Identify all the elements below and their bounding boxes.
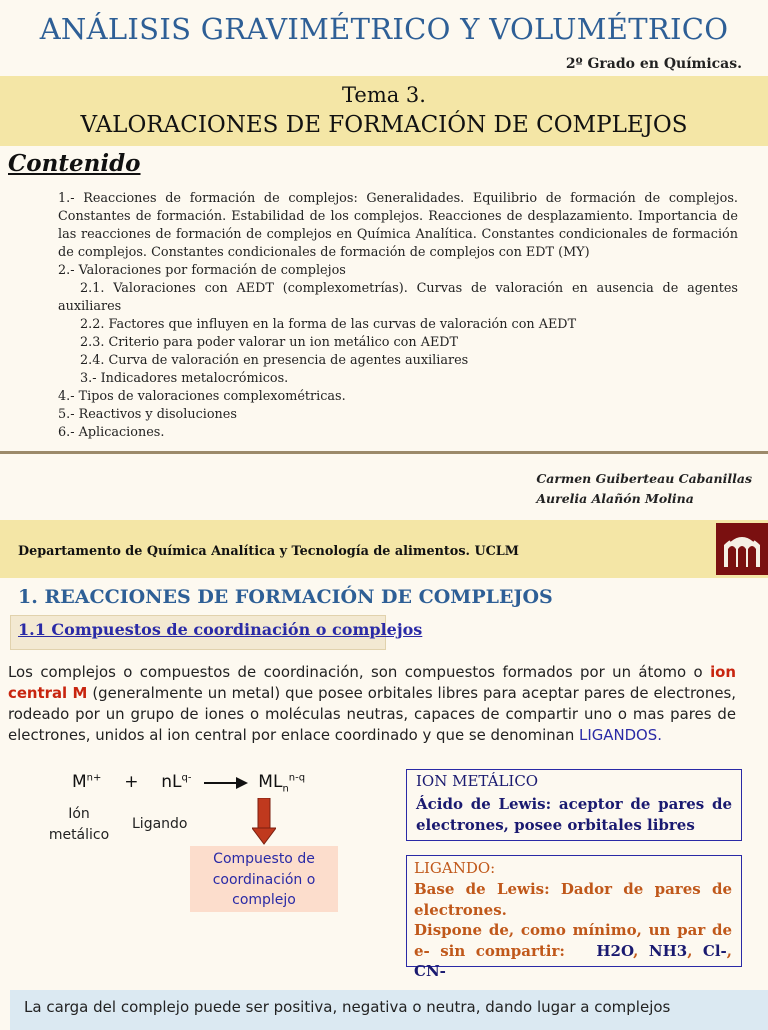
formula-cl: Cl- bbox=[702, 941, 727, 960]
ligand-symbol: nL bbox=[161, 772, 182, 792]
contents-item: 2.1. Valoraciones con AEDT (complexometrías). Curvas de valoración en ausencia de agentes auxiliares bbox=[58, 281, 738, 314]
product-symbol: ML bbox=[258, 772, 283, 792]
ligand-pair-text: Dispone de, como mínimo, un par de e- sin compartir: bbox=[414, 921, 732, 960]
formation-equation bbox=[72, 772, 305, 794]
formula-h2o: H2O bbox=[596, 941, 634, 960]
department-name: Departamento de Química Analítica y Tecnología de alimentos. UCLM bbox=[18, 544, 519, 559]
ligand-charge: q- bbox=[181, 772, 192, 784]
university-logo-icon bbox=[716, 523, 768, 575]
university-logo bbox=[716, 523, 768, 575]
contents-list bbox=[58, 190, 738, 442]
reaction-arrow-icon bbox=[204, 776, 248, 790]
metal-symbol: M bbox=[72, 772, 87, 792]
contents-item: 1.- Reacciones de formación de complejos: Generalidades. Equilibrio de formación de complejos. Constantes de formación. Estabilidad de los complejos. Reacciones de desplazamiento. Importancia de las reacciones de formación de complejos en Química Analítica. Constantes condicionales de formación de complejos. Constantes condicionales de formación de complejos con EDT (MY) bbox=[58, 191, 738, 260]
authors bbox=[536, 469, 752, 509]
formula-cn: CN- bbox=[414, 962, 446, 980]
contents-heading: Contenido bbox=[8, 150, 141, 177]
ligand-lewis-base: Base de Lewis: Dador de pares de electrones. bbox=[414, 880, 732, 919]
product-subscript: n bbox=[282, 783, 289, 795]
product-charge: n-q bbox=[288, 772, 306, 784]
label-ligand: Ligando bbox=[132, 816, 188, 832]
label-metal-ion: Ión metálico bbox=[48, 806, 110, 843]
tema-title: VALORACIONES DE FORMACIÓN DE COMPLEJOS bbox=[80, 112, 688, 138]
metal-charge: n+ bbox=[86, 772, 102, 784]
contents-item: 6.- Aplicaciones. bbox=[58, 425, 165, 440]
intro-text: Los complejos o compuestos de coordinación, son compuestos formados por un átomo o bbox=[8, 663, 711, 681]
section-divider bbox=[0, 451, 768, 454]
intro-paragraph bbox=[8, 662, 736, 746]
down-arrow-icon bbox=[252, 798, 276, 846]
ion-central-highlight: ion central M bbox=[8, 663, 736, 702]
metal-ion-heading: ION METÁLICO bbox=[416, 772, 539, 790]
tema-number: Tema 3. bbox=[342, 83, 426, 107]
ligand-description: Base de Lewis: Dador de pares de electrones. Dispone de, como mínimo, un par de e- sin compartir: H2O, NH3, Cl-, CN- bbox=[414, 880, 733, 980]
metal-ion-description: Ácido de Lewis: aceptor de pares de electrones, posee orbitales libres bbox=[416, 795, 732, 834]
contents-item: 2.3. Criterio para poder valorar un ion metálico con AEDT bbox=[80, 335, 459, 350]
formula-nh3: NH3 bbox=[648, 941, 688, 960]
charge-note-text: La carga del complejo puede ser positiva, negativa o neutra, dando lugar a complejos bbox=[24, 998, 671, 1016]
subsection-title: 1.1 Compuestos de coordinación o complejos bbox=[18, 620, 423, 639]
author-name: Aurelia Alañón Molina bbox=[536, 491, 694, 506]
author-name: Carmen Guiberteau Cabanillas bbox=[536, 471, 752, 486]
ligand-heading: LIGANDO: bbox=[414, 859, 496, 877]
page-title: ANÁLISIS GRAVIMÉTRICO Y VOLUMÉTRICO bbox=[39, 12, 729, 46]
contents-item: 4.- Tipos de valoraciones complexométricas. bbox=[58, 389, 346, 404]
contents-item: 5.- Reactivos y disoluciones bbox=[58, 407, 237, 422]
contents-item: 2.4. Curva de valoración en presencia de agentes auxiliares bbox=[80, 353, 469, 368]
contents-item: 2.2. Factores que influyen en la forma de las curvas de valoración con AEDT bbox=[80, 317, 577, 332]
degree-subtitle: 2º Grado en Químicas. bbox=[565, 56, 742, 72]
section-title: 1. REACCIONES DE FORMACIÓN DE COMPLEJOS bbox=[18, 586, 553, 608]
intro-text: (generalmente un metal) que posee orbitales libres para aceptar pares de electrones, rodeado por un grupo de iones o moléculas neutras, capaces de compartir uno o mas pares de electrones, unidos al ion central por enlace coordinado y que se denominan bbox=[8, 684, 736, 744]
compound-label: Compuesto de coordinación o complejo bbox=[212, 851, 316, 908]
plus-sign: + bbox=[124, 772, 139, 792]
contents-item: 2.- Valoraciones por formación de complejos bbox=[58, 263, 346, 278]
contents-item: 3.- Indicadores metalocrómicos. bbox=[80, 371, 289, 386]
ligandos-highlight: LIGANDOS. bbox=[579, 726, 662, 744]
